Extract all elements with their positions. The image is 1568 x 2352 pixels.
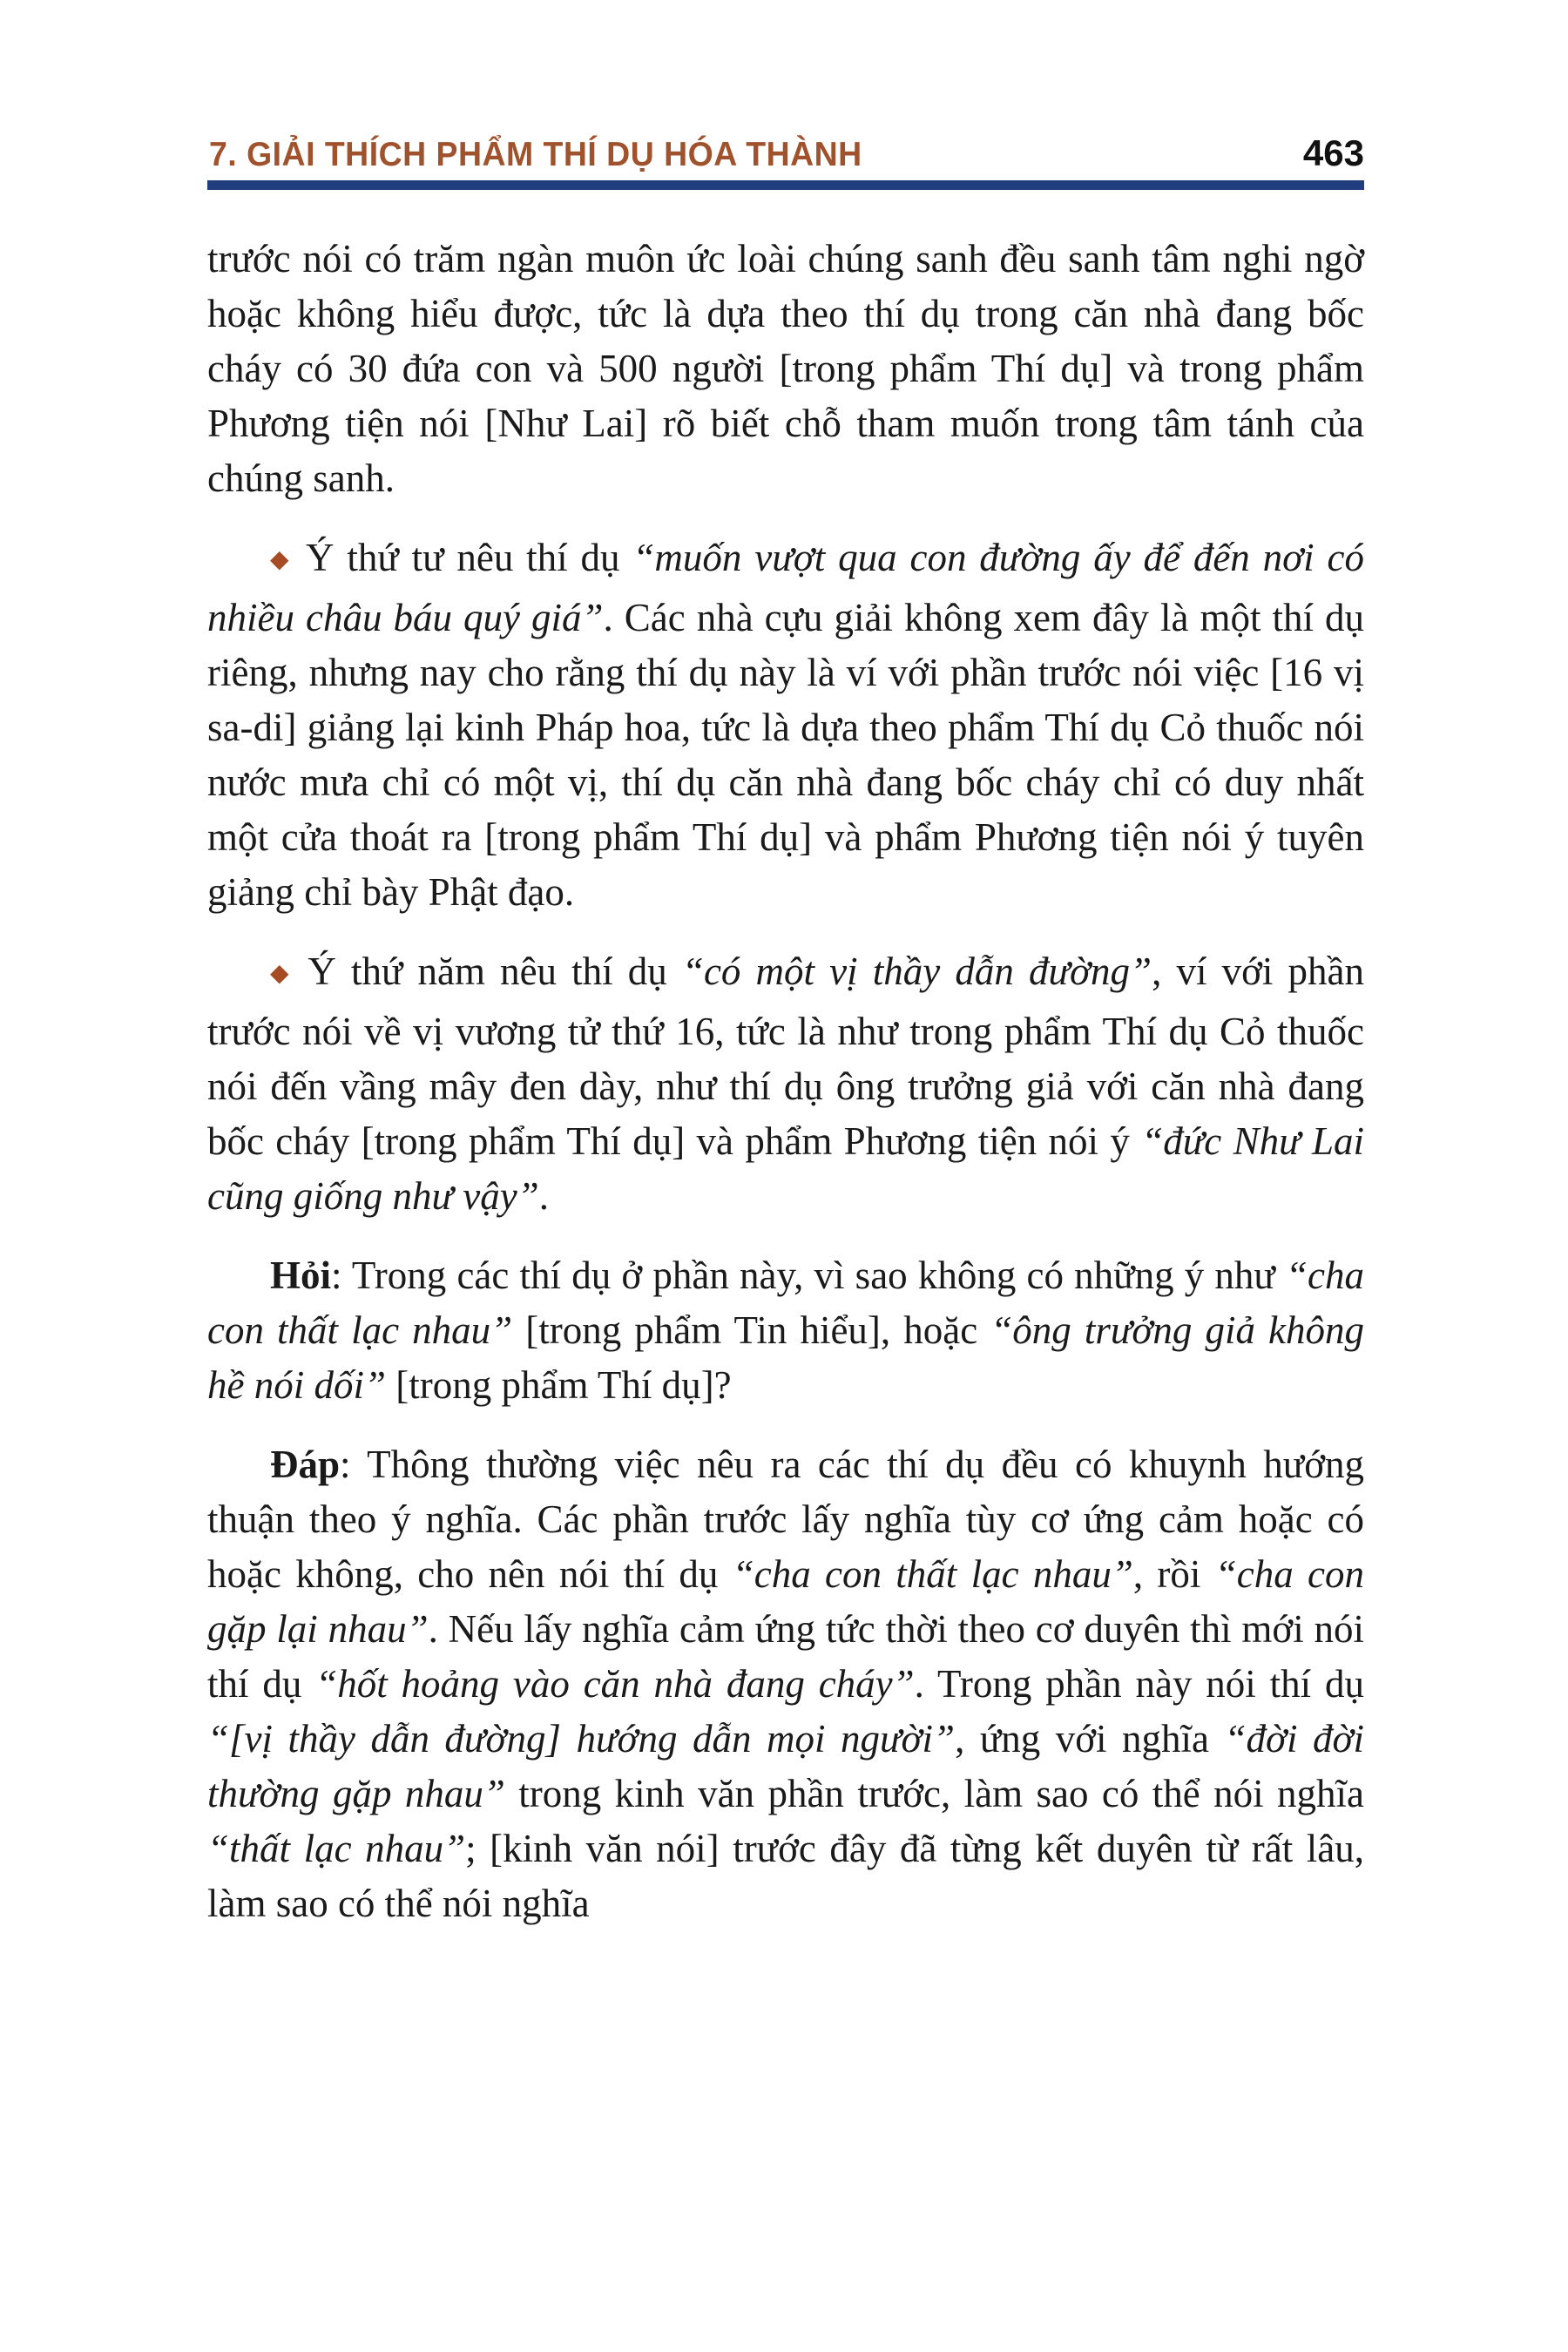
text-run: “cha con thất lạc nhau” [732,1552,1133,1596]
page-number: 463 [1302,132,1364,173]
text-run: “đức Như Lai cũng giống như vậy” [207,1119,1364,1218]
body-text [207,232,1364,1956]
bullet-diamond-icon: ◆ [270,960,294,988]
text-run: “cha con thất lạc nhau” [207,1254,1364,1352]
paragraph [207,944,1364,1224]
text-run: , ví với phần trước nói về vị vương tử thứ 16, tức là như trong phẩm Thí dụ Cỏ thuốc nói đến vầng mây đen dày, như thí dụ ông trưởng giả với căn nhà đang bốc cháy [trong phẩm Thí dụ] và phẩm Phương tiện nói ý [207,950,1364,1163]
text-run: “cha con gặp lại nhau” [207,1552,1364,1651]
text-run: [trong phẩm Tin hiểu], hoặc [512,1308,991,1352]
page-header [209,129,1364,174]
paragraph [207,531,1364,920]
bullet-diamond-icon: ◆ [270,546,293,574]
paragraph [207,232,1364,506]
text-run: “có một vị thầy dẫn đường” [681,950,1152,993]
text-run: . Nếu lấy nghĩa cảm ứng tức thời theo cơ duyên thì mới nói thí dụ [207,1607,1364,1706]
text-run: “muốn vượt qua con đường ấy để đến nơi có nhiều châu báu quý giá” [207,536,1364,639]
header-rule-divider [207,180,1364,190]
text-run: trong kinh văn phần trước, làm sao có thể nói nghĩa [504,1772,1364,1815]
text-run: [trong phẩm Thí dụ]? [386,1363,732,1407]
chapter-title: 7. GIẢI THÍCH PHẨM THÍ DỤ HÓA THÀNH [209,136,862,173]
text-run: . [538,1174,549,1218]
text-run: : Trong các thí dụ ở phần này, vì sao không có những ý như [331,1254,1286,1297]
text-run: “hốt hoảng vào căn nhà đang cháy” [315,1662,915,1706]
text-run: : Thông thường việc nêu ra các thí dụ đều có khuynh hướng thuận theo ý nghĩa. Các phần trước lấy nghĩa tùy cơ ứng cảm hoặc có hoặc không, cho nên nói thí dụ [207,1443,1364,1596]
text-run: “thất lạc nhau” [207,1827,466,1870]
text-run: trước nói có trăm ngàn muôn ức loài chúng sanh đều sanh tâm nghi ngờ hoặc không hiểu được, tức là dựa theo thí dụ trong căn nhà đang bốc cháy có 30 đứa con và 500 người [trong phẩm Thí dụ] và trong phẩm Phương tiện nói [Như Lai] rõ biết chỗ tham muốn trong tâm tánh của chúng sanh. [207,237,1364,500]
text-run: . Trong phần này nói thí dụ [914,1662,1364,1706]
text-run: ; [kinh văn nói] trước đây đã từng kết duyên từ rất lâu, làm sao có thể nói nghĩa [207,1827,1364,1925]
text-run: Đáp [270,1443,341,1486]
text-run: Hỏi [270,1254,332,1297]
text-run: , rồi [1132,1552,1215,1596]
text-run: “[vị thầy dẫn đường] hướng dẫn mọi người” [207,1717,956,1761]
text-run: . Các nhà cựu giải không xem đây là một thí dụ riêng, nhưng nay cho rằng thí dụ này là ví với phần trước nói việc [16 vị sa-di] giảng lại kinh Pháp hoa, tức là dựa theo phẩm Thí dụ Cỏ thuốc nói nước mưa chỉ có một vị, thí dụ căn nhà đang bốc cháy chỉ có duy nhất một cửa thoát ra [trong phẩm Thí dụ] và phẩm Phương tiện nói ý tuyên giảng chỉ bày Phật đạo. [207,596,1365,914]
paragraph [207,1437,1364,1931]
text-run: “đời đời thường gặp nhau” [207,1717,1364,1815]
text-run: Ý thứ tư nêu thí dụ [306,536,633,579]
text-run: “ông trưởng giả không hề nói dối” [207,1308,1365,1407]
text-run: , ứng với nghĩa [955,1717,1225,1761]
text-run: Ý thứ năm nêu thí dụ [308,950,682,993]
paragraph [207,1248,1364,1413]
